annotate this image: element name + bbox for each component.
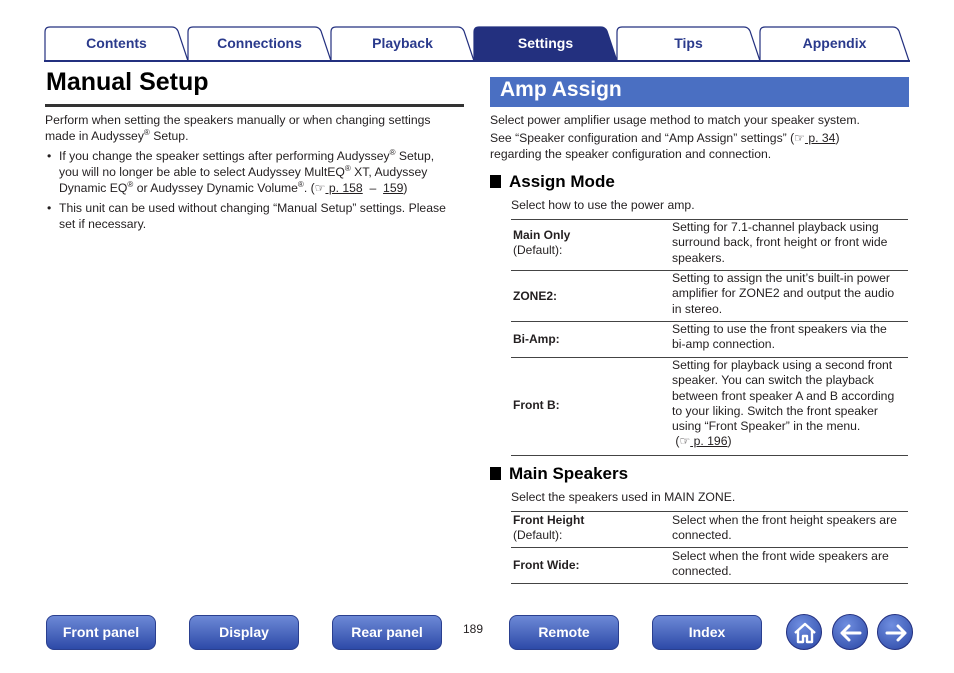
default-label: (Default): xyxy=(513,243,563,257)
assign-mode-heading xyxy=(490,172,615,192)
value-line: in stereo. xyxy=(672,301,723,316)
value-line: between front speaker A and B according xyxy=(672,388,895,403)
registered-mark: ® xyxy=(297,179,304,189)
registered-mark: ® xyxy=(344,163,351,173)
table-row xyxy=(511,270,908,321)
row-value xyxy=(672,322,908,353)
intro-line-1: Perform when setting the speakers manually or when changing settings xyxy=(45,113,431,127)
value-line: bi-amp connection. xyxy=(672,337,775,352)
page-link-34[interactable]: p. 34 xyxy=(804,131,836,145)
tab-tips[interactable] xyxy=(616,26,761,61)
tab-settings[interactable] xyxy=(473,26,618,61)
square-bullet-icon xyxy=(490,467,501,480)
tab-playback[interactable] xyxy=(330,26,475,61)
title-rule xyxy=(45,104,464,107)
page-ref-icon: ☞ xyxy=(679,434,691,449)
main-speakers-sub: Select the speakers used in MAIN ZONE. xyxy=(511,490,736,504)
intro-line-2 xyxy=(45,128,188,144)
bullet-2-line-1: This unit can be used without changing “Manual Setup” settings. Please xyxy=(59,201,446,215)
tab-label: Contents xyxy=(86,35,147,51)
back-arrow-icon xyxy=(833,615,869,651)
remote-button[interactable] xyxy=(509,615,619,650)
row-value xyxy=(672,358,908,450)
assign-mode-sub: Select how to use the power amp. xyxy=(511,198,695,212)
key-text: Front Height xyxy=(513,513,585,527)
row-key xyxy=(513,228,570,258)
display-button[interactable] xyxy=(189,615,299,650)
registered-mark: ® xyxy=(127,179,134,189)
value-line: Setting to use the front speakers via the xyxy=(672,322,887,336)
page-link-158[interactable]: p. 158 xyxy=(325,181,363,195)
value-line: surround back, front height or front wide xyxy=(672,235,888,250)
tab-label: Settings xyxy=(517,35,574,51)
row-value xyxy=(672,220,908,266)
forward-arrow-icon xyxy=(878,615,914,651)
bullet-1-line-3 xyxy=(59,180,407,196)
intro-text: Setup. xyxy=(149,129,189,143)
row-key: ZONE2: xyxy=(513,289,558,303)
key-text: Main Only xyxy=(513,228,571,242)
bullet-text: you will no longer be able to select Audyssey MultEQ xyxy=(59,165,345,179)
button-label: Display xyxy=(219,624,269,640)
registered-mark: ® xyxy=(389,147,396,157)
dash: – xyxy=(362,181,384,195)
default-label: (Default): xyxy=(513,528,563,542)
registered-mark: ® xyxy=(143,127,150,137)
value-line: amplifier for ZONE2 and output the audio xyxy=(672,286,895,301)
value-line: (☞ p. 196) xyxy=(672,434,732,449)
value-line: connected. xyxy=(672,564,732,579)
forward-button[interactable] xyxy=(877,614,913,650)
row-value xyxy=(672,513,908,544)
bullet-dot: • xyxy=(47,201,52,215)
value-line: Select when the front wide speakers are xyxy=(672,549,889,563)
square-bullet-icon xyxy=(490,175,501,188)
value-line: Setting to assign the unit’s built-in power xyxy=(672,271,890,285)
tab-label: Appendix xyxy=(802,35,867,51)
page-ref-icon: ☞ xyxy=(314,181,326,195)
amp-desc-1: Select power amplifier usage method to match your speaker system. xyxy=(490,113,860,127)
value-line: Select when the front height speakers are xyxy=(672,513,897,527)
table-row xyxy=(511,547,908,583)
intro-text: made in Audyssey xyxy=(45,129,144,143)
bullet-dot: • xyxy=(47,149,52,163)
home-icon xyxy=(787,615,823,651)
row-key: Front Wide: xyxy=(513,558,580,572)
bullet-text: XT, Audyssey xyxy=(350,165,428,179)
page-link-159[interactable]: 159 xyxy=(383,181,404,195)
bullet-text: or Audyssey Dynamic Volume xyxy=(133,181,298,195)
table-row xyxy=(511,511,908,547)
bullet-text: If you change the speaker settings after performing Audyssey xyxy=(59,149,390,163)
home-button[interactable] xyxy=(786,614,822,650)
table-bottom-rule xyxy=(511,583,908,584)
page-link-196[interactable]: p. 196 xyxy=(690,434,728,449)
value-line: speaker. You can switch the playback xyxy=(672,373,874,388)
bullet-1-line-1 xyxy=(59,148,434,164)
tab-underline xyxy=(44,60,910,62)
table-row xyxy=(511,357,908,455)
tab-bar xyxy=(44,26,910,62)
value-line: using “Front Speaker” in the menu. xyxy=(672,419,861,434)
bullet-text: Setup, xyxy=(395,149,435,163)
bullet-1-line-2 xyxy=(59,164,427,180)
rear-panel-button[interactable] xyxy=(332,615,442,650)
heading-text: Assign Mode xyxy=(509,172,615,191)
tab-connections[interactable] xyxy=(187,26,332,61)
tab-label: Connections xyxy=(217,35,302,51)
tab-label: Playback xyxy=(372,35,433,51)
bullet-2-line-2: set if necessary. xyxy=(59,217,147,231)
row-key: Bi-Amp: xyxy=(513,332,560,346)
front-panel-button[interactable] xyxy=(46,615,156,650)
page-ref-icon: ☞ xyxy=(794,131,805,145)
row-value xyxy=(672,549,908,580)
value-line: Setting for 7.1-channel playback using xyxy=(672,220,879,234)
value-line: to your liking. Switch the front speaker xyxy=(672,403,878,418)
button-label: Front panel xyxy=(62,624,140,640)
row-value xyxy=(672,271,908,317)
table-bottom-rule xyxy=(511,455,908,456)
main-speakers-heading xyxy=(490,464,628,484)
amp-desc-3: regarding the speaker configuration and connection. xyxy=(490,147,772,161)
value-line: Setting for playback using a second front xyxy=(672,358,893,372)
button-label: Remote xyxy=(538,624,590,640)
bullet-text: . ( xyxy=(303,181,315,195)
index-button[interactable] xyxy=(652,615,762,650)
row-key xyxy=(513,513,584,543)
back-button[interactable] xyxy=(832,614,868,650)
desc-text: ) xyxy=(835,131,840,145)
table-row xyxy=(511,219,908,270)
table-row xyxy=(511,321,908,357)
page-number: 189 xyxy=(463,622,484,636)
desc-text: See “Speaker configuration and “Amp Assign” settings” ( xyxy=(490,131,795,145)
button-label: Rear panel xyxy=(351,624,423,640)
value-line: connected. xyxy=(672,528,732,543)
bullet-text: ) xyxy=(403,181,408,195)
row-key: Front B: xyxy=(513,398,560,412)
value-line: speakers. xyxy=(672,250,725,265)
tab-label: Tips xyxy=(674,35,703,51)
tab-appendix[interactable] xyxy=(759,26,910,61)
tab-contents[interactable] xyxy=(44,26,189,61)
section-title: Amp Assign xyxy=(500,78,622,101)
heading-text: Main Speakers xyxy=(509,464,629,483)
page-title: Manual Setup xyxy=(46,68,209,96)
button-label: Index xyxy=(688,624,726,640)
section-header xyxy=(490,77,909,107)
amp-desc-2 xyxy=(490,130,840,146)
bullet-text: Dynamic EQ xyxy=(59,181,128,195)
